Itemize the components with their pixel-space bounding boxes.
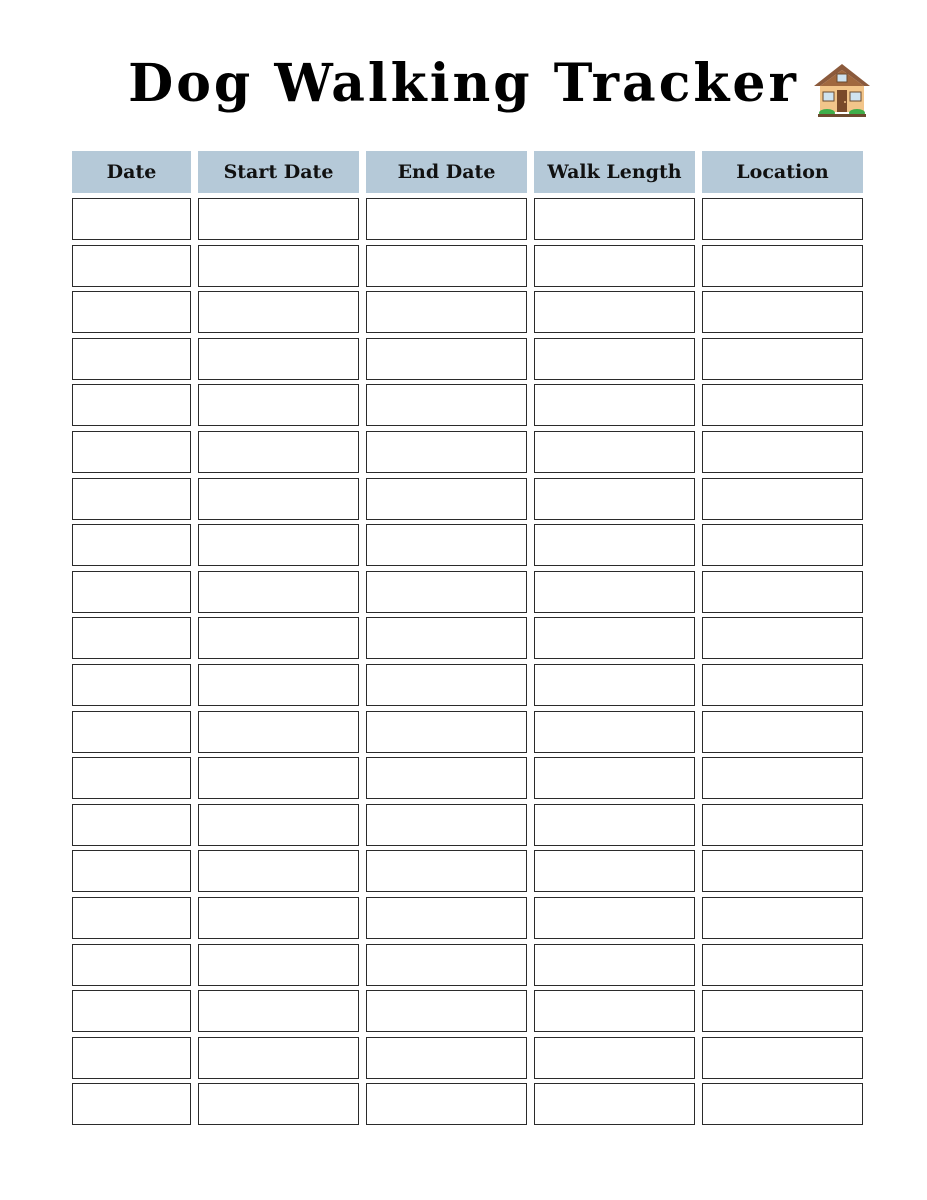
cell-walk-length[interactable]	[534, 245, 695, 287]
cell-date[interactable]	[72, 245, 191, 287]
cell-walk-length[interactable]	[534, 617, 695, 659]
cell-date[interactable]	[72, 804, 191, 846]
cell-date[interactable]	[72, 198, 191, 240]
cell-date[interactable]	[72, 571, 191, 613]
cell-start-date[interactable]	[198, 1083, 359, 1125]
cell-walk-length[interactable]	[534, 291, 695, 333]
cell-walk-length[interactable]	[534, 990, 695, 1032]
cell-end-date[interactable]	[366, 384, 527, 426]
cell-start-date[interactable]	[198, 291, 359, 333]
cell-end-date[interactable]	[366, 1037, 527, 1079]
cell-end-date[interactable]	[366, 478, 527, 520]
cell-end-date[interactable]	[366, 1083, 527, 1125]
cell-start-date[interactable]	[198, 990, 359, 1032]
cell-walk-length[interactable]	[534, 850, 695, 892]
cell-end-date[interactable]	[366, 711, 527, 753]
cell-date[interactable]	[72, 1083, 191, 1125]
cell-date[interactable]	[72, 617, 191, 659]
cell-end-date[interactable]	[366, 804, 527, 846]
cell-walk-length[interactable]	[534, 524, 695, 566]
cell-end-date[interactable]	[366, 850, 527, 892]
cell-date[interactable]	[72, 944, 191, 986]
column-header-date: Date	[72, 151, 191, 193]
cell-walk-length[interactable]	[534, 944, 695, 986]
cell-location[interactable]	[702, 198, 863, 240]
cell-date[interactable]	[72, 478, 191, 520]
cell-walk-length[interactable]	[534, 198, 695, 240]
house-icon	[812, 60, 872, 118]
cell-date[interactable]	[72, 431, 191, 473]
cell-walk-length[interactable]	[534, 571, 695, 613]
cell-end-date[interactable]	[366, 245, 527, 287]
cell-location[interactable]	[702, 524, 863, 566]
cell-date[interactable]	[72, 850, 191, 892]
column-header-start-date: Start Date	[198, 151, 359, 193]
cell-walk-length[interactable]	[534, 757, 695, 799]
cell-date[interactable]	[72, 384, 191, 426]
cell-walk-length[interactable]	[534, 804, 695, 846]
cell-location[interactable]	[702, 944, 863, 986]
cell-end-date[interactable]	[366, 757, 527, 799]
cell-end-date[interactable]	[366, 897, 527, 939]
cell-location[interactable]	[702, 897, 863, 939]
cell-walk-length[interactable]	[534, 431, 695, 473]
cell-start-date[interactable]	[198, 711, 359, 753]
cell-end-date[interactable]	[366, 291, 527, 333]
cell-walk-length[interactable]	[534, 338, 695, 380]
cell-date[interactable]	[72, 990, 191, 1032]
cell-location[interactable]	[702, 711, 863, 753]
cell-date[interactable]	[72, 291, 191, 333]
cell-walk-length[interactable]	[534, 897, 695, 939]
cell-walk-length[interactable]	[534, 1037, 695, 1079]
cell-start-date[interactable]	[198, 478, 359, 520]
cell-date[interactable]	[72, 664, 191, 706]
cell-start-date[interactable]	[198, 245, 359, 287]
cell-end-date[interactable]	[366, 571, 527, 613]
cell-start-date[interactable]	[198, 1037, 359, 1079]
cell-location[interactable]	[702, 757, 863, 799]
cell-start-date[interactable]	[198, 384, 359, 426]
cell-date[interactable]	[72, 1037, 191, 1079]
cell-location[interactable]	[702, 850, 863, 892]
cell-location[interactable]	[702, 431, 863, 473]
cell-date[interactable]	[72, 711, 191, 753]
page-title: Dog Walking Tracker	[128, 53, 799, 114]
cell-end-date[interactable]	[366, 944, 527, 986]
cell-start-date[interactable]	[198, 338, 359, 380]
cell-start-date[interactable]	[198, 617, 359, 659]
cell-location[interactable]	[702, 1083, 863, 1125]
cell-location[interactable]	[702, 990, 863, 1032]
cell-date[interactable]	[72, 897, 191, 939]
cell-date[interactable]	[72, 338, 191, 380]
cell-end-date[interactable]	[366, 431, 527, 473]
cell-end-date[interactable]	[366, 198, 527, 240]
cell-location[interactable]	[702, 617, 863, 659]
cell-end-date[interactable]	[366, 524, 527, 566]
column-header-end-date: End Date	[366, 151, 527, 193]
cell-walk-length[interactable]	[534, 711, 695, 753]
cell-end-date[interactable]	[366, 338, 527, 380]
cell-location[interactable]	[702, 664, 863, 706]
cell-start-date[interactable]	[198, 664, 359, 706]
cell-date[interactable]	[72, 757, 191, 799]
cell-location[interactable]	[702, 804, 863, 846]
cell-walk-length[interactable]	[534, 384, 695, 426]
cell-start-date[interactable]	[198, 897, 359, 939]
cell-start-date[interactable]	[198, 431, 359, 473]
cell-start-date[interactable]	[198, 944, 359, 986]
cell-date[interactable]	[72, 524, 191, 566]
cell-location[interactable]	[702, 1037, 863, 1079]
cell-location[interactable]	[702, 478, 863, 520]
cell-start-date[interactable]	[198, 757, 359, 799]
cell-walk-length[interactable]	[534, 664, 695, 706]
cell-start-date[interactable]	[198, 198, 359, 240]
cell-end-date[interactable]	[366, 617, 527, 659]
cell-location[interactable]	[702, 384, 863, 426]
cell-location[interactable]	[702, 571, 863, 613]
cell-start-date[interactable]	[198, 524, 359, 566]
column-header-walk-length: Walk Length	[534, 151, 695, 193]
cell-start-date[interactable]	[198, 571, 359, 613]
cell-start-date[interactable]	[198, 850, 359, 892]
cell-location[interactable]	[702, 291, 863, 333]
cell-location[interactable]	[702, 245, 863, 287]
column-header-location: Location	[702, 151, 863, 193]
cell-end-date[interactable]	[366, 990, 527, 1032]
cell-walk-length[interactable]	[534, 1083, 695, 1125]
cell-walk-length[interactable]	[534, 478, 695, 520]
cell-end-date[interactable]	[366, 664, 527, 706]
cell-start-date[interactable]	[198, 804, 359, 846]
cell-location[interactable]	[702, 338, 863, 380]
